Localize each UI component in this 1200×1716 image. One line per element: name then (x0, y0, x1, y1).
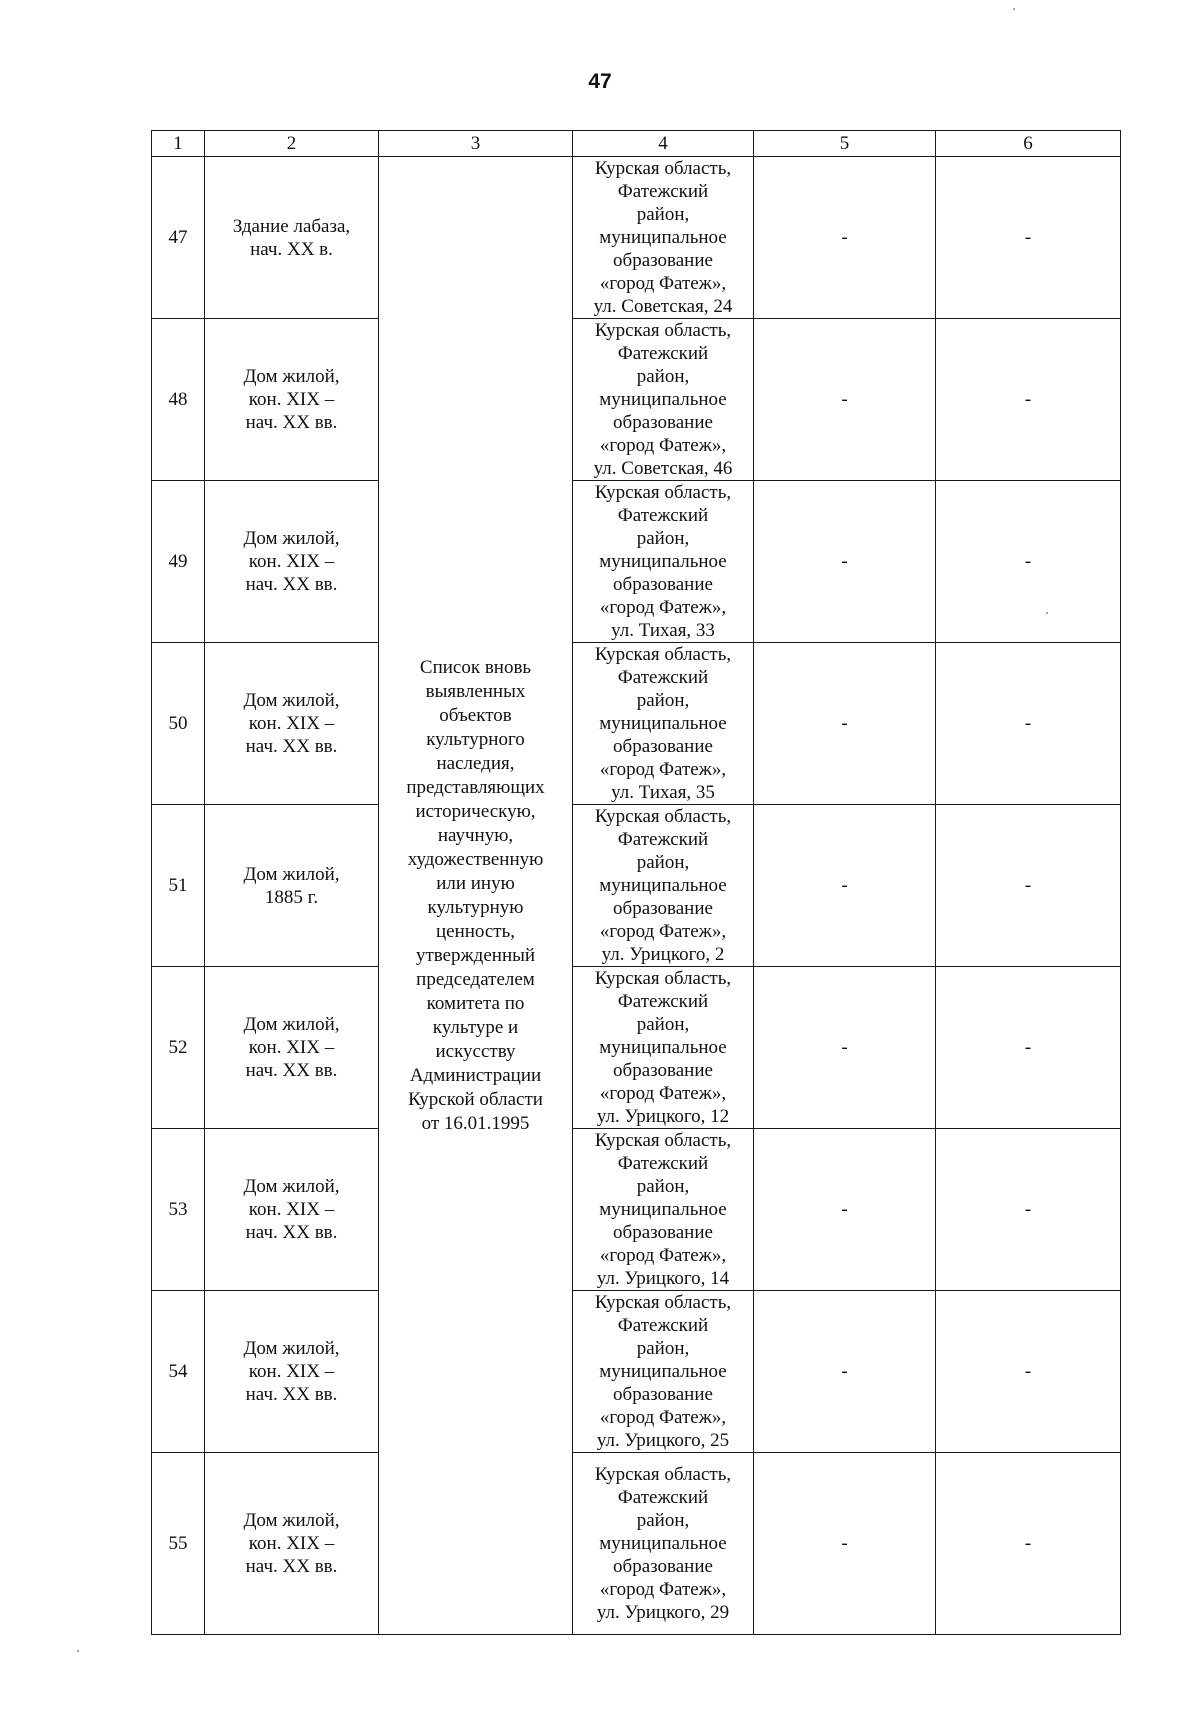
name-line: кон. XIX – (248, 1361, 335, 1382)
address-line: ул. Урицкого, 12 (596, 1106, 730, 1127)
address-line: образование (613, 412, 713, 433)
address-line: «город Фатеж», (599, 921, 727, 942)
address-line: муниципальное (599, 875, 727, 896)
col6-value: - (936, 1129, 1121, 1291)
address-line: ул. Урицкого, 29 (596, 1602, 730, 1623)
address-line: Курская область, (594, 968, 732, 989)
address-line: район, (636, 690, 690, 711)
object-name (205, 157, 379, 319)
name-line: 1885 г. (264, 886, 319, 908)
merged_col3-line: от 16.01.1995 (421, 1112, 530, 1134)
col6-value: - (936, 157, 1121, 319)
address-line: Фатежский (617, 1487, 709, 1508)
row-number: 55 (152, 1453, 205, 1635)
address-line: муниципальное (599, 1037, 727, 1058)
address-line: «город Фатеж», (599, 1245, 727, 1266)
name-line: нач. XX вв. (245, 736, 338, 757)
address-line: Курская область, (594, 806, 732, 827)
address-line: ул. Тихая, 35 (611, 782, 715, 803)
address-line: район, (636, 1014, 690, 1035)
merged_col3-line: культурного (426, 728, 525, 750)
address-line: «город Фатеж», (599, 273, 727, 294)
merged_col3-line: культурную (427, 896, 524, 918)
address-line: образование (613, 736, 713, 757)
address-line: Курская область, (594, 644, 732, 665)
table-row (152, 319, 1121, 481)
col6-value: - (936, 967, 1121, 1129)
object-name (205, 1129, 379, 1291)
object-name (205, 643, 379, 805)
row-number: 48 (152, 319, 205, 481)
name-line: Дом жилой, (243, 528, 340, 549)
name-line: кон. XIX – (248, 1037, 335, 1058)
address-line: Курская область, (594, 1292, 732, 1313)
address-line: ул. Советская, 46 (593, 458, 733, 479)
merged_col3-line: историческую, (415, 800, 536, 822)
object-address (573, 319, 754, 481)
address-line: муниципальное (599, 713, 727, 734)
address-line: «город Фатеж», (599, 1407, 727, 1428)
merged_col3-line: Администрации (409, 1064, 542, 1086)
header-col-6: 6 (936, 131, 1121, 157)
merged_col3-line: объектов (439, 704, 512, 726)
address-line: район, (636, 1176, 690, 1197)
address-line: Фатежский (617, 667, 709, 688)
address-line: район, (636, 528, 690, 549)
address-line: Курская область, (594, 158, 732, 179)
col5-value: - (754, 319, 936, 481)
name-line: Дом жилой, (243, 1338, 340, 1359)
merged_col3-line: наследия, (436, 752, 515, 774)
merged_col3-line: представляющих (406, 776, 545, 798)
name-line: кон. XIX – (248, 551, 335, 572)
object-address (573, 805, 754, 967)
col5-value: - (754, 1129, 936, 1291)
object-name (205, 1453, 379, 1635)
address-line: муниципальное (599, 1533, 727, 1554)
table-row (152, 1129, 1121, 1291)
header-col-2: 2 (205, 131, 379, 157)
col5-value: - (754, 1291, 936, 1453)
address-line: район, (636, 1510, 690, 1531)
address-line: образование (613, 1060, 713, 1081)
name-line: нач. XX вв. (245, 1384, 338, 1405)
address-line: район, (636, 852, 690, 873)
merged_col3-line: утвержденный (415, 944, 536, 966)
object-name (205, 319, 379, 481)
merged_col3-line: искусству (435, 1040, 516, 1062)
address-line: образование (613, 1222, 713, 1243)
name-line: нач. XX в. (250, 238, 333, 260)
merged_col3-line: выявленных (425, 680, 526, 702)
merged_col3-line: художественную (407, 848, 544, 870)
object-address (573, 1291, 754, 1453)
object-name (205, 481, 379, 643)
object-address (573, 967, 754, 1129)
heritage-objects-table (151, 130, 1121, 1635)
address-line: муниципальное (599, 389, 727, 410)
col6-value: - (936, 481, 1121, 643)
address-line: Курская область, (594, 482, 732, 503)
merged_col3-line: Список вновь (419, 656, 532, 678)
address-line: район, (636, 1338, 690, 1359)
object-name (205, 1291, 379, 1453)
source-document-merged (379, 157, 573, 1635)
col6-value: - (936, 1453, 1121, 1635)
address-line: Фатежский (617, 829, 709, 850)
address-line: муниципальное (599, 227, 727, 248)
table-row (152, 1291, 1121, 1453)
address-line: Курская область, (594, 1130, 732, 1151)
address-line: «город Фатеж», (599, 1579, 727, 1600)
name-line: нач. XX вв. (245, 574, 338, 595)
object-name (205, 967, 379, 1129)
table-row (152, 1453, 1121, 1635)
col5-value: - (754, 481, 936, 643)
address-line: Фатежский (617, 343, 709, 364)
object-address (573, 1453, 754, 1635)
address-line: ул. Тихая, 33 (611, 620, 715, 641)
address-line: Фатежский (617, 991, 709, 1012)
object-address (573, 643, 754, 805)
page-number: 47 (588, 70, 612, 93)
address-line: образование (613, 1384, 713, 1405)
address-line: ул. Урицкого, 2 (601, 944, 725, 965)
col5-value: - (754, 643, 936, 805)
name-line: Дом жилой, (243, 863, 340, 885)
scan-speck (1046, 612, 1048, 614)
header-col-3: 3 (379, 131, 573, 157)
address-line: район, (636, 204, 690, 225)
address-line: Фатежский (617, 181, 709, 202)
table-row (152, 967, 1121, 1129)
col6-value: - (936, 319, 1121, 481)
header-col-4: 4 (573, 131, 754, 157)
table-row (152, 643, 1121, 805)
name-line: нач. XX вв. (245, 1556, 338, 1577)
scan-speck (1013, 8, 1015, 10)
address-line: образование (613, 574, 713, 595)
row-number: 53 (152, 1129, 205, 1291)
address-line: ул. Советская, 24 (593, 296, 733, 317)
header-col-1: 1 (152, 131, 205, 157)
name-line: кон. XIX – (248, 1199, 335, 1220)
name-line: Дом жилой, (243, 1510, 340, 1531)
col6-value: - (936, 643, 1121, 805)
address-line: муниципальное (599, 1361, 727, 1382)
address-line: образование (613, 250, 713, 271)
address-line: образование (613, 898, 713, 919)
object-address (573, 1129, 754, 1291)
address-line: Фатежский (617, 1153, 709, 1174)
merged_col3-line: Курской области (408, 1088, 543, 1110)
merged_col3-line: председателем (416, 968, 535, 990)
address-line: муниципальное (599, 1199, 727, 1220)
row-number: 49 (152, 481, 205, 643)
address-line: Курская область, (594, 320, 732, 341)
name-line: Дом жилой, (243, 1014, 340, 1035)
merged_col3-line: или иную (436, 872, 515, 894)
row-number: 51 (152, 805, 205, 967)
address-line: район, (636, 366, 690, 387)
merged_col3-line: ценность, (435, 920, 516, 942)
name-line: Здание лабаза, (232, 215, 351, 237)
address-line: «город Фатеж», (599, 597, 727, 618)
table-row (152, 805, 1121, 967)
table-row (152, 157, 1121, 319)
address-line: ул. Урицкого, 25 (596, 1430, 730, 1451)
address-line: «город Фатеж», (599, 435, 727, 456)
address-line: образование (613, 1556, 713, 1577)
name-line: Дом жилой, (243, 690, 340, 711)
col5-value: - (754, 967, 936, 1129)
name-line: кон. XIX – (248, 389, 335, 410)
col6-value: - (936, 1291, 1121, 1453)
address-line: муниципальное (599, 551, 727, 572)
merged_col3-line: комитета по (426, 992, 525, 1014)
table-body (152, 157, 1121, 1635)
merged_col3-line: научную, (437, 824, 514, 846)
address-line: Фатежский (617, 505, 709, 526)
col5-value: - (754, 805, 936, 967)
row-number: 54 (152, 1291, 205, 1453)
address-line: «город Фатеж», (599, 1083, 727, 1104)
address-line: Курская область, (594, 1464, 732, 1485)
name-line: Дом жилой, (243, 366, 340, 387)
object-name (205, 805, 379, 967)
name-line: кон. XIX – (248, 713, 335, 734)
name-line: нач. XX вв. (245, 1060, 338, 1081)
object-address (573, 157, 754, 319)
name-line: Дом жилой, (243, 1176, 340, 1197)
scan-speck (77, 1650, 79, 1652)
address-line: ул. Урицкого, 14 (596, 1268, 730, 1289)
merged_col3-line: культуре и (432, 1016, 519, 1038)
address-line: «город Фатеж», (599, 759, 727, 780)
name-line: нач. XX вв. (245, 1222, 338, 1243)
row-number: 47 (152, 157, 205, 319)
header-col-5: 5 (754, 131, 936, 157)
col5-value: - (754, 1453, 936, 1635)
table-header-row (152, 131, 1121, 157)
row-number: 52 (152, 967, 205, 1129)
col6-value: - (936, 805, 1121, 967)
object-address (573, 481, 754, 643)
address-line: Фатежский (617, 1315, 709, 1336)
table-row (152, 481, 1121, 643)
row-number: 50 (152, 643, 205, 805)
col5-value: - (754, 157, 936, 319)
name-line: нач. XX вв. (245, 412, 338, 433)
name-line: кон. XIX – (248, 1533, 335, 1554)
